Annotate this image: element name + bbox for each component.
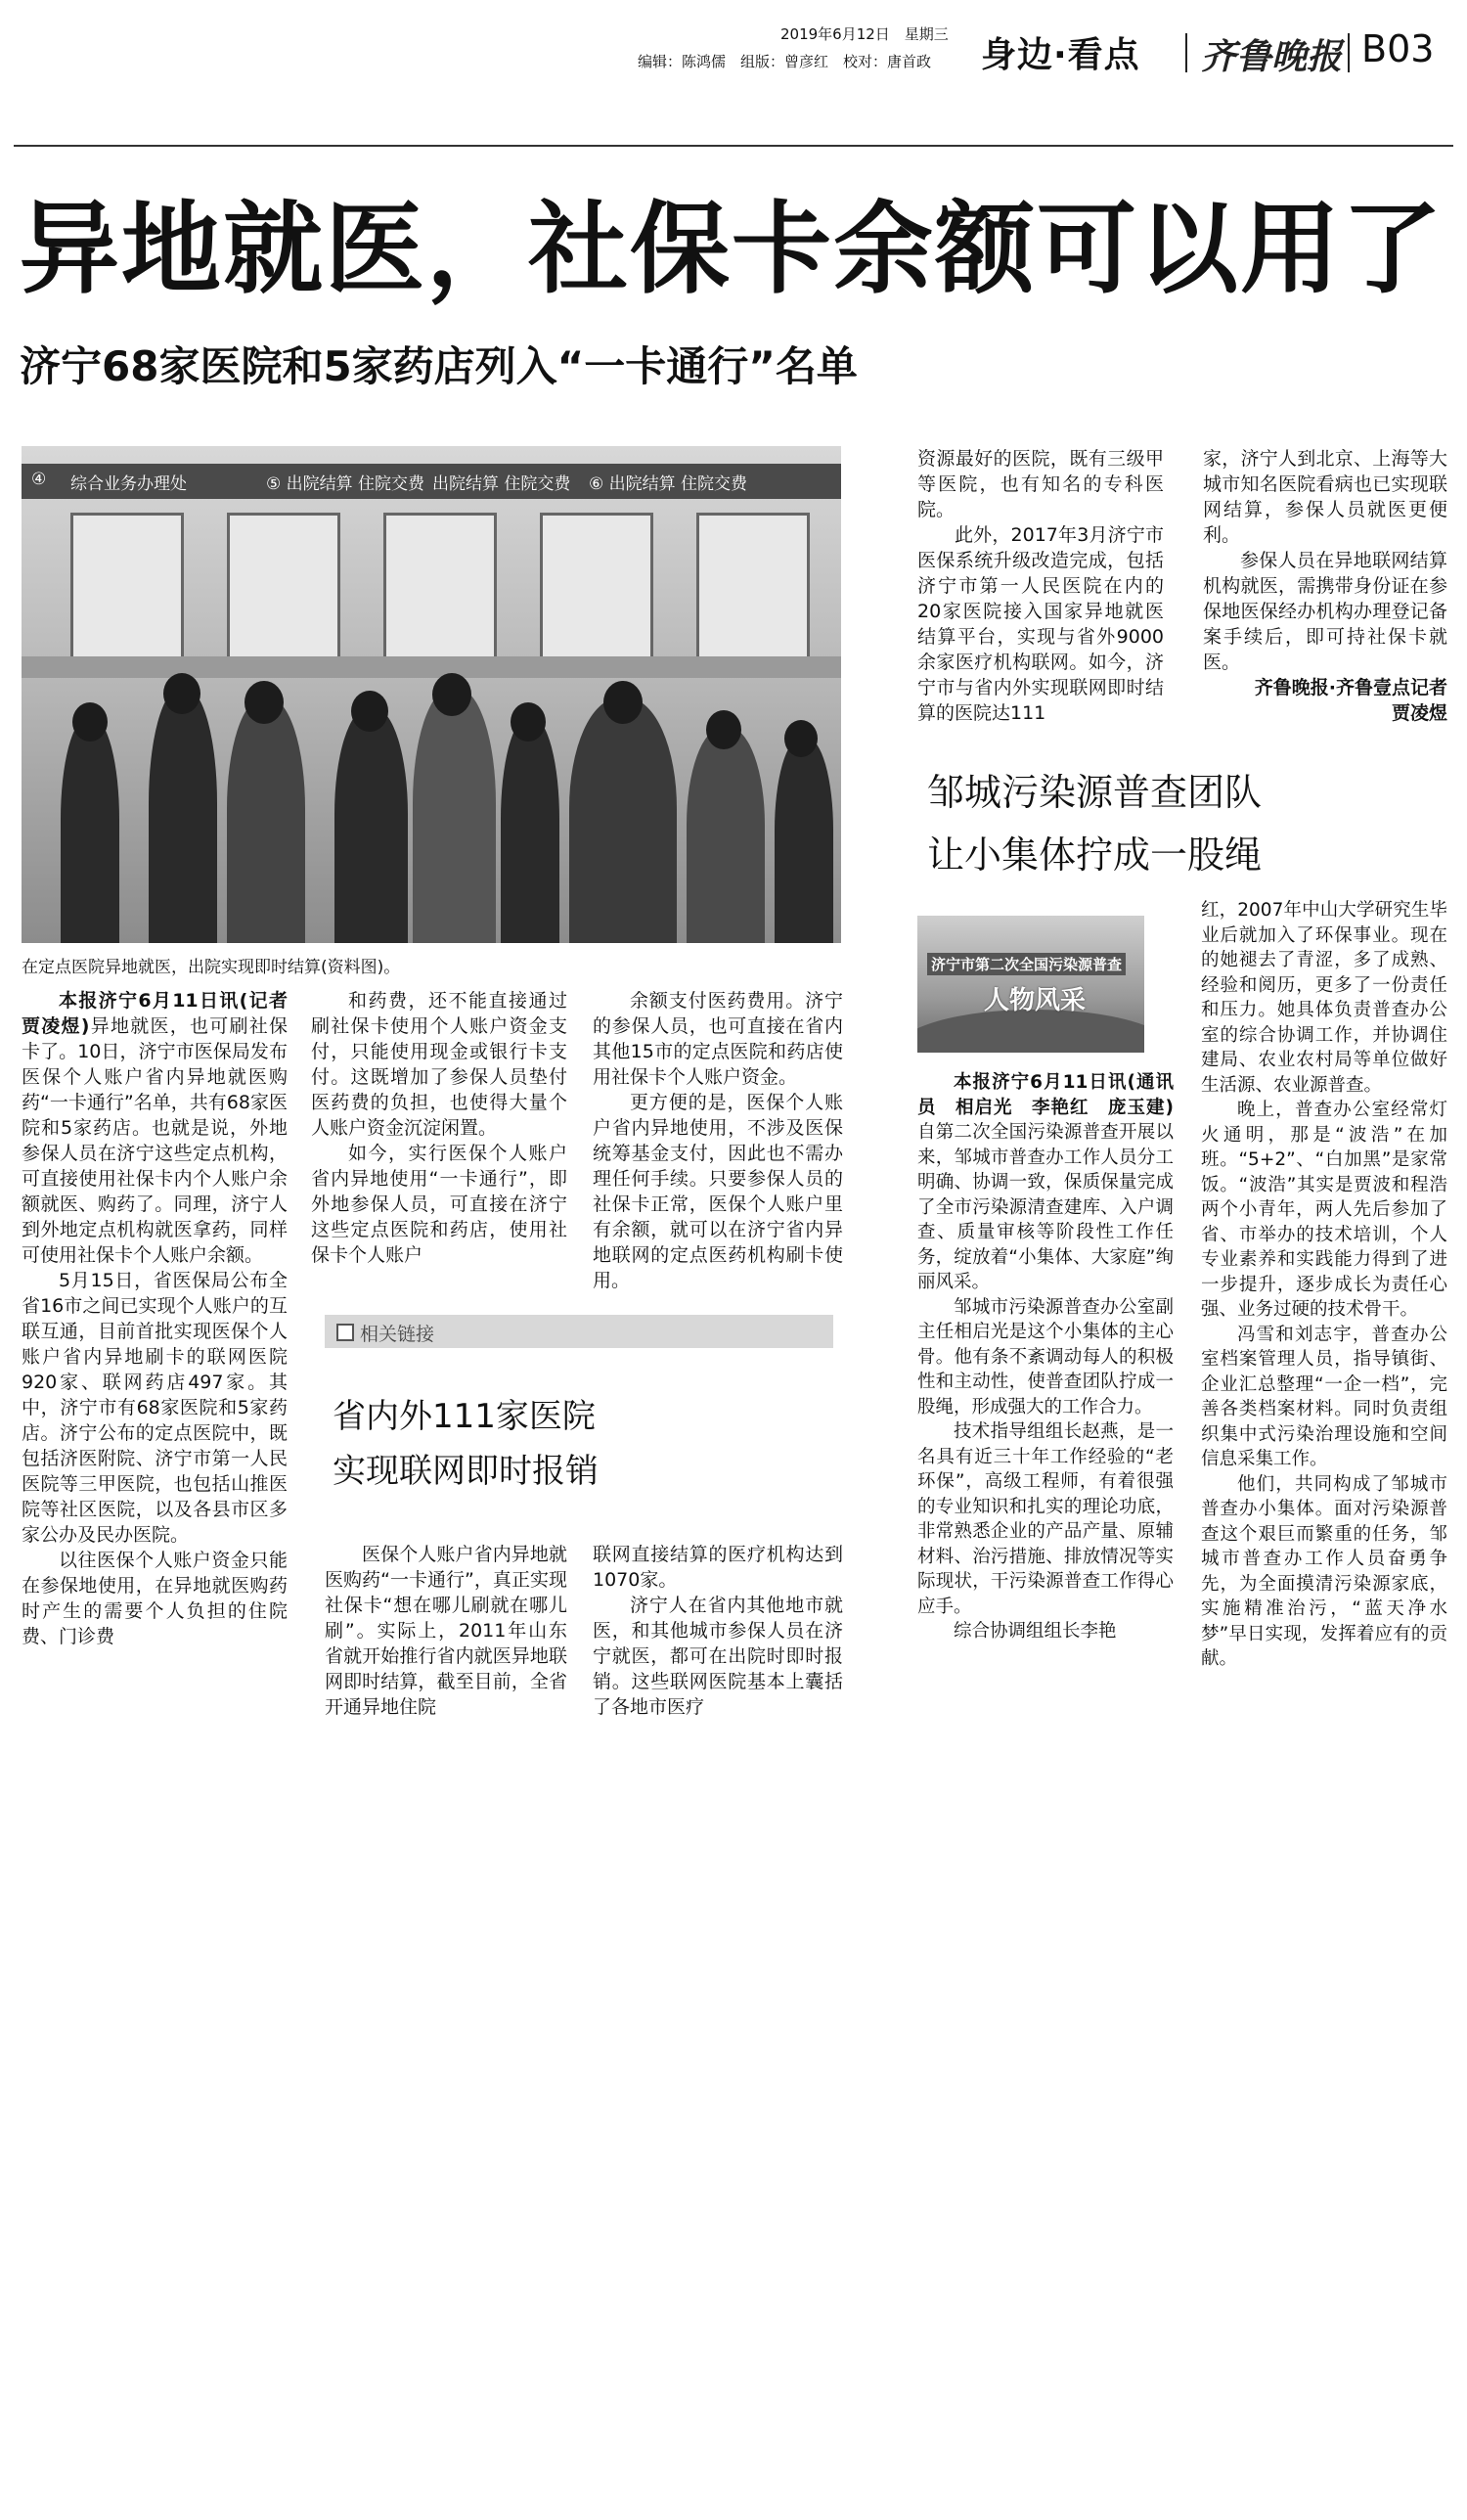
banner-text: ⑥ 出院结算 住院交费 xyxy=(589,474,748,494)
paragraph: 技术指导组组长赵燕，是一名具有近三十年工作经验的“老环保”，高级工程师，有着很强的专业知识和扎实的理论功底，非常熟悉企业的产品产量、原辅材料、治污措施、排放情况等实际现状，干污染源普查工作得心应手。 xyxy=(917,1421,1174,1617)
related-column-3 xyxy=(917,446,1164,726)
paragraph: 资源最好的医院，既有三级甲等医院，也有知名的专科医院。 xyxy=(917,448,1164,520)
banner-text: 出院结算 住院交费 xyxy=(432,474,571,494)
paragraph: 如今，实行医保个人账户省内异地使用“一卡通行”，即外地参保人员，可直接在济宁这些定点医院和药店，使用社保卡个人账户 xyxy=(311,1143,567,1266)
page-number: B03 xyxy=(1361,27,1435,70)
link-box-icon xyxy=(336,1324,354,1341)
related-column-4 xyxy=(1203,446,1467,726)
article-column-3 xyxy=(593,988,843,1293)
paragraph: 本报济宁6月11日讯(记者 贾凌煜)异地就医，也可刷社保卡了。10日，济宁市医保局发布医保个人账户省内异地就医购药“一卡通行”名单，共有68家医院和5家药店。也就是说，外地参保人员在济宁这些定点机构，可直接使用社保卡内个人账户余额就医、购药了。同理，济宁人到外地定点机构就医拿药，同样可使用社保卡个人账户余额。 xyxy=(22,990,307,1266)
article-column-1 xyxy=(22,988,307,1649)
paragraph: 邹城市污染源普查办公室副主任相启光是这个小集体的主心骨。他有条不紊调动每人的积极性和主动性，使普查团队拧成一股绳，形成强大的工作合力。 xyxy=(917,1296,1174,1418)
paragraph: 以往医保个人账户资金只能在参保地使用，在异地就医购药时产生的需要个人负担的住院费、门诊费 xyxy=(22,1550,288,1647)
related-link-label: 相关链接 xyxy=(360,1324,435,1345)
story2-title: 邹城污染源普查团队 让小集体拧成一股绳 xyxy=(927,771,1263,877)
masthead-divider xyxy=(1185,33,1187,72)
story2-column-1 xyxy=(917,1070,1174,1644)
paragraph: 和药费，还不能直接通过刷社保卡使用个人账户资金支付，只能使用现金或银行卡支付。这既增加了参保人员垫付医药费的负担，也使得大量个人账户资金沉淀闲置。 xyxy=(311,990,567,1139)
feature-badge xyxy=(917,916,1144,1053)
subheadline: 济宁68家医院和5家药店列入“一卡通行”名单 xyxy=(20,342,858,390)
related-column-2 xyxy=(593,1542,843,1720)
paragraph: 综合协调组组长李艳 xyxy=(954,1621,1117,1642)
paragraph: 家，济宁人到北京、上海等大城市知名医院看病也已实现联网结算，参保人员就医更便利。 xyxy=(1203,448,1447,546)
paragraph: 济宁人在省内其他地市就医，和其他城市参保人员在济宁就医，都可在出院时即时报销。这些联网医院基本上囊括了各地市医疗 xyxy=(593,1595,843,1718)
story2-column-2 xyxy=(1201,898,1447,1672)
paragraph: 此外，2017年3月济宁市医保系统升级改造完成，包括济宁市第一人民医院在内的20家医院接入国家异地就医结算平台，实现与省外9000余家医疗机构联网。如今，济宁市与省内外实现联网即时结算的医院达111 xyxy=(917,524,1164,724)
photo-caption: 在定点医院异地就医，出院实现即时结算(资料图)。 xyxy=(22,958,401,977)
paragraph: 本报济宁6月11日讯(通讯员 相启光 李艳红 庞玉建)自第二次全国污染源普查开展以来，邹城市普查办工作人员分工明确、协调一致，保质保量完成了全市污染源清查建库、入户调查、质量审核等阶段性工作任务，绽放着“小集体、大家庭”绚丽风采。 xyxy=(917,1072,1174,1292)
feature-small-text: 济宁市第二次全国污染源普查 xyxy=(927,953,1126,975)
paragraph: 5月15日，省医保局公布全省16市之间已实现个人账户的互联互通，目前首批实现医保个人账户省内异地刷卡的联网医院920家、联网药店497家。其中，济宁市有68家医院和5家药店。济宁公布的定点医院中，既包括济医附院、济宁市第一人民医院等三甲医院，也包括山推医院等社区医院，以及各县市区多家公办及民办医院。 xyxy=(22,1270,288,1546)
related-column-1 xyxy=(325,1542,567,1720)
paragraph: 参保人员在异地联网结算机构就医，需携带身份证在参保地医保经办机构办理登记备案手续后，即可持社保卡就医。 xyxy=(1203,550,1447,673)
byline: 齐鲁晚报·齐鲁壹点记者 贾凌煜 xyxy=(1254,677,1467,724)
banner-text: ④ xyxy=(31,470,47,489)
banner-text: 综合业务办理处 xyxy=(70,474,187,494)
paragraph: 余额支付医药费用。济宁的参保人员，也可直接在省内其他15市的定点医院和药店使用社保卡个人账户资金。 xyxy=(593,990,843,1088)
paragraph: 红，2007年中山大学研究生毕业后就加入了环保事业。现在的她褪去了青涩，多了成熟、经验和阅历，更多了一份责任和压力。她具体负责普查办公室的综合协调工作，并协调住建局、农业农村局等单位做好生活源、农业源普查。 xyxy=(1201,900,1447,1096)
top-rule xyxy=(14,145,1453,147)
issue-date: 2019年6月12日 星期三 xyxy=(780,25,949,43)
paragraph: 联网直接结算的医疗机构达到1070家。 xyxy=(593,1544,843,1591)
section-name: 身边·看点 xyxy=(981,35,1140,75)
paragraph: 冯雪和刘志宇，普查办公室档案管理人员，指导镇街、企业汇总整理“一企一档”，完善各类档案材料。同时负责组织集中式污染治理设施和空间信息采集工作。 xyxy=(1201,1324,1447,1469)
masthead-divider xyxy=(1348,33,1350,72)
headline: 异地就医，社保卡余额可以用了 xyxy=(20,192,1444,308)
photo-banner xyxy=(22,464,841,499)
paragraph: 更方便的是，医保个人账户省内异地使用，不涉及医保统筹基金支付，因此也不需办理任何手续。只要参保人员的社保卡正常，医保个人账户里有余额，就可以在济宁省内异地联网的定点医药机构刷卡使用。 xyxy=(593,1092,843,1291)
paragraph: 医保个人账户省内异地就医购药“一卡通行”，真正实现社保卡“想在哪儿刷就在哪儿刷”。实际上，2011年山东省就开始推行省内就医异地联网即时结算，截至目前，全省开通异地住院 xyxy=(325,1544,567,1718)
paragraph: 晚上，普查办公室经常灯火通明，那是“波浩”在加班。“5+2”、“白加黑”是家常饭。“波浩”其实是贾波和程浩两个小青年，两人先后参加了省、市举办的技术培训，个人专业素养和实践能力得到了进一步提升，逐步成长为责任心强、业务过硬的技术骨干。 xyxy=(1201,1100,1447,1320)
article-column-2 xyxy=(311,988,567,1268)
feature-big-text: 人物风采 xyxy=(984,986,1087,1015)
related-title: 省内外111家医院 实现联网即时报销 xyxy=(333,1397,599,1491)
related-link-bar xyxy=(325,1315,833,1348)
hospital-photo xyxy=(22,446,841,943)
paragraph: 他们，共同构成了邹城市普查办小集体。面对污染源普查这个艰巨而繁重的任务，邹城市普查办工作人员奋勇争先，为全面摸清污染源家底，实施精准治污，“蓝天净水梦”早日实现，发挥着应有的贡献。 xyxy=(1201,1473,1447,1669)
newspaper-logo: 齐鲁晚报 xyxy=(1201,36,1343,77)
banner-text: ⑤ 出院结算 住院交费 xyxy=(266,474,425,494)
editor-credits: 编辑：陈鸿儒 组版：曾彦红 校对：唐首政 xyxy=(638,53,932,70)
